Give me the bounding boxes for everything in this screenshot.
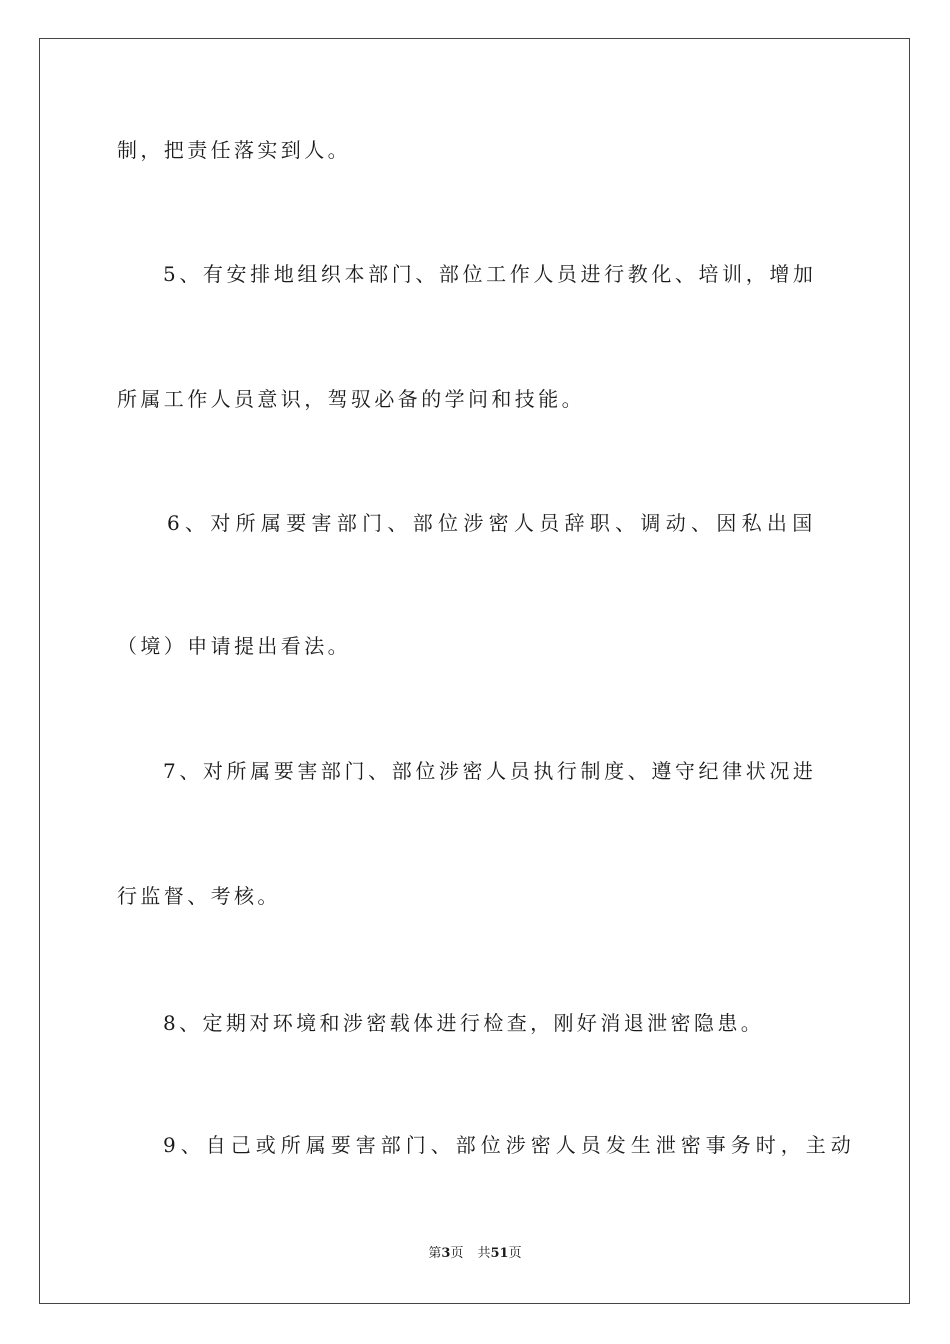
- paragraph-line-5: （境）申请提出看法。: [117, 634, 351, 658]
- paragraph-line-9: 9、自己或所属要害部门、部位涉密人员发生泄密事务时，主动: [163, 1133, 856, 1157]
- total-prefix: 共: [477, 1246, 491, 1261]
- page-number: 3: [441, 1246, 451, 1261]
- paragraph-line-4: 6、对所属要害部门、部位涉密人员辞职、调动、因私出国: [167, 511, 818, 535]
- page-footer: [0, 1246, 950, 1262]
- paragraph-line-1: 制，把责任落实到人。: [117, 138, 351, 162]
- total-suffix: 页: [508, 1246, 522, 1261]
- total-pages: 51: [490, 1246, 509, 1261]
- page-suffix: 页: [450, 1246, 464, 1261]
- page-prefix: 第: [428, 1246, 442, 1261]
- page-border: [39, 38, 910, 1304]
- paragraph-line-8: 8、定期对环境和涉密载体进行检查，刚好消退泄密隐患。: [163, 1011, 765, 1035]
- paragraph-line-3: 所属工作人员意识，驾驭必备的学问和技能。: [117, 387, 585, 411]
- paragraph-line-6: 7、对所属要害部门、部位涉密人员执行制度、遵守纪律状况进: [163, 759, 817, 783]
- paragraph-line-7: 行监督、考核。: [117, 884, 281, 908]
- paragraph-line-2: 5、有安排地组织本部门、部位工作人员进行教化、培训，增加: [163, 262, 817, 286]
